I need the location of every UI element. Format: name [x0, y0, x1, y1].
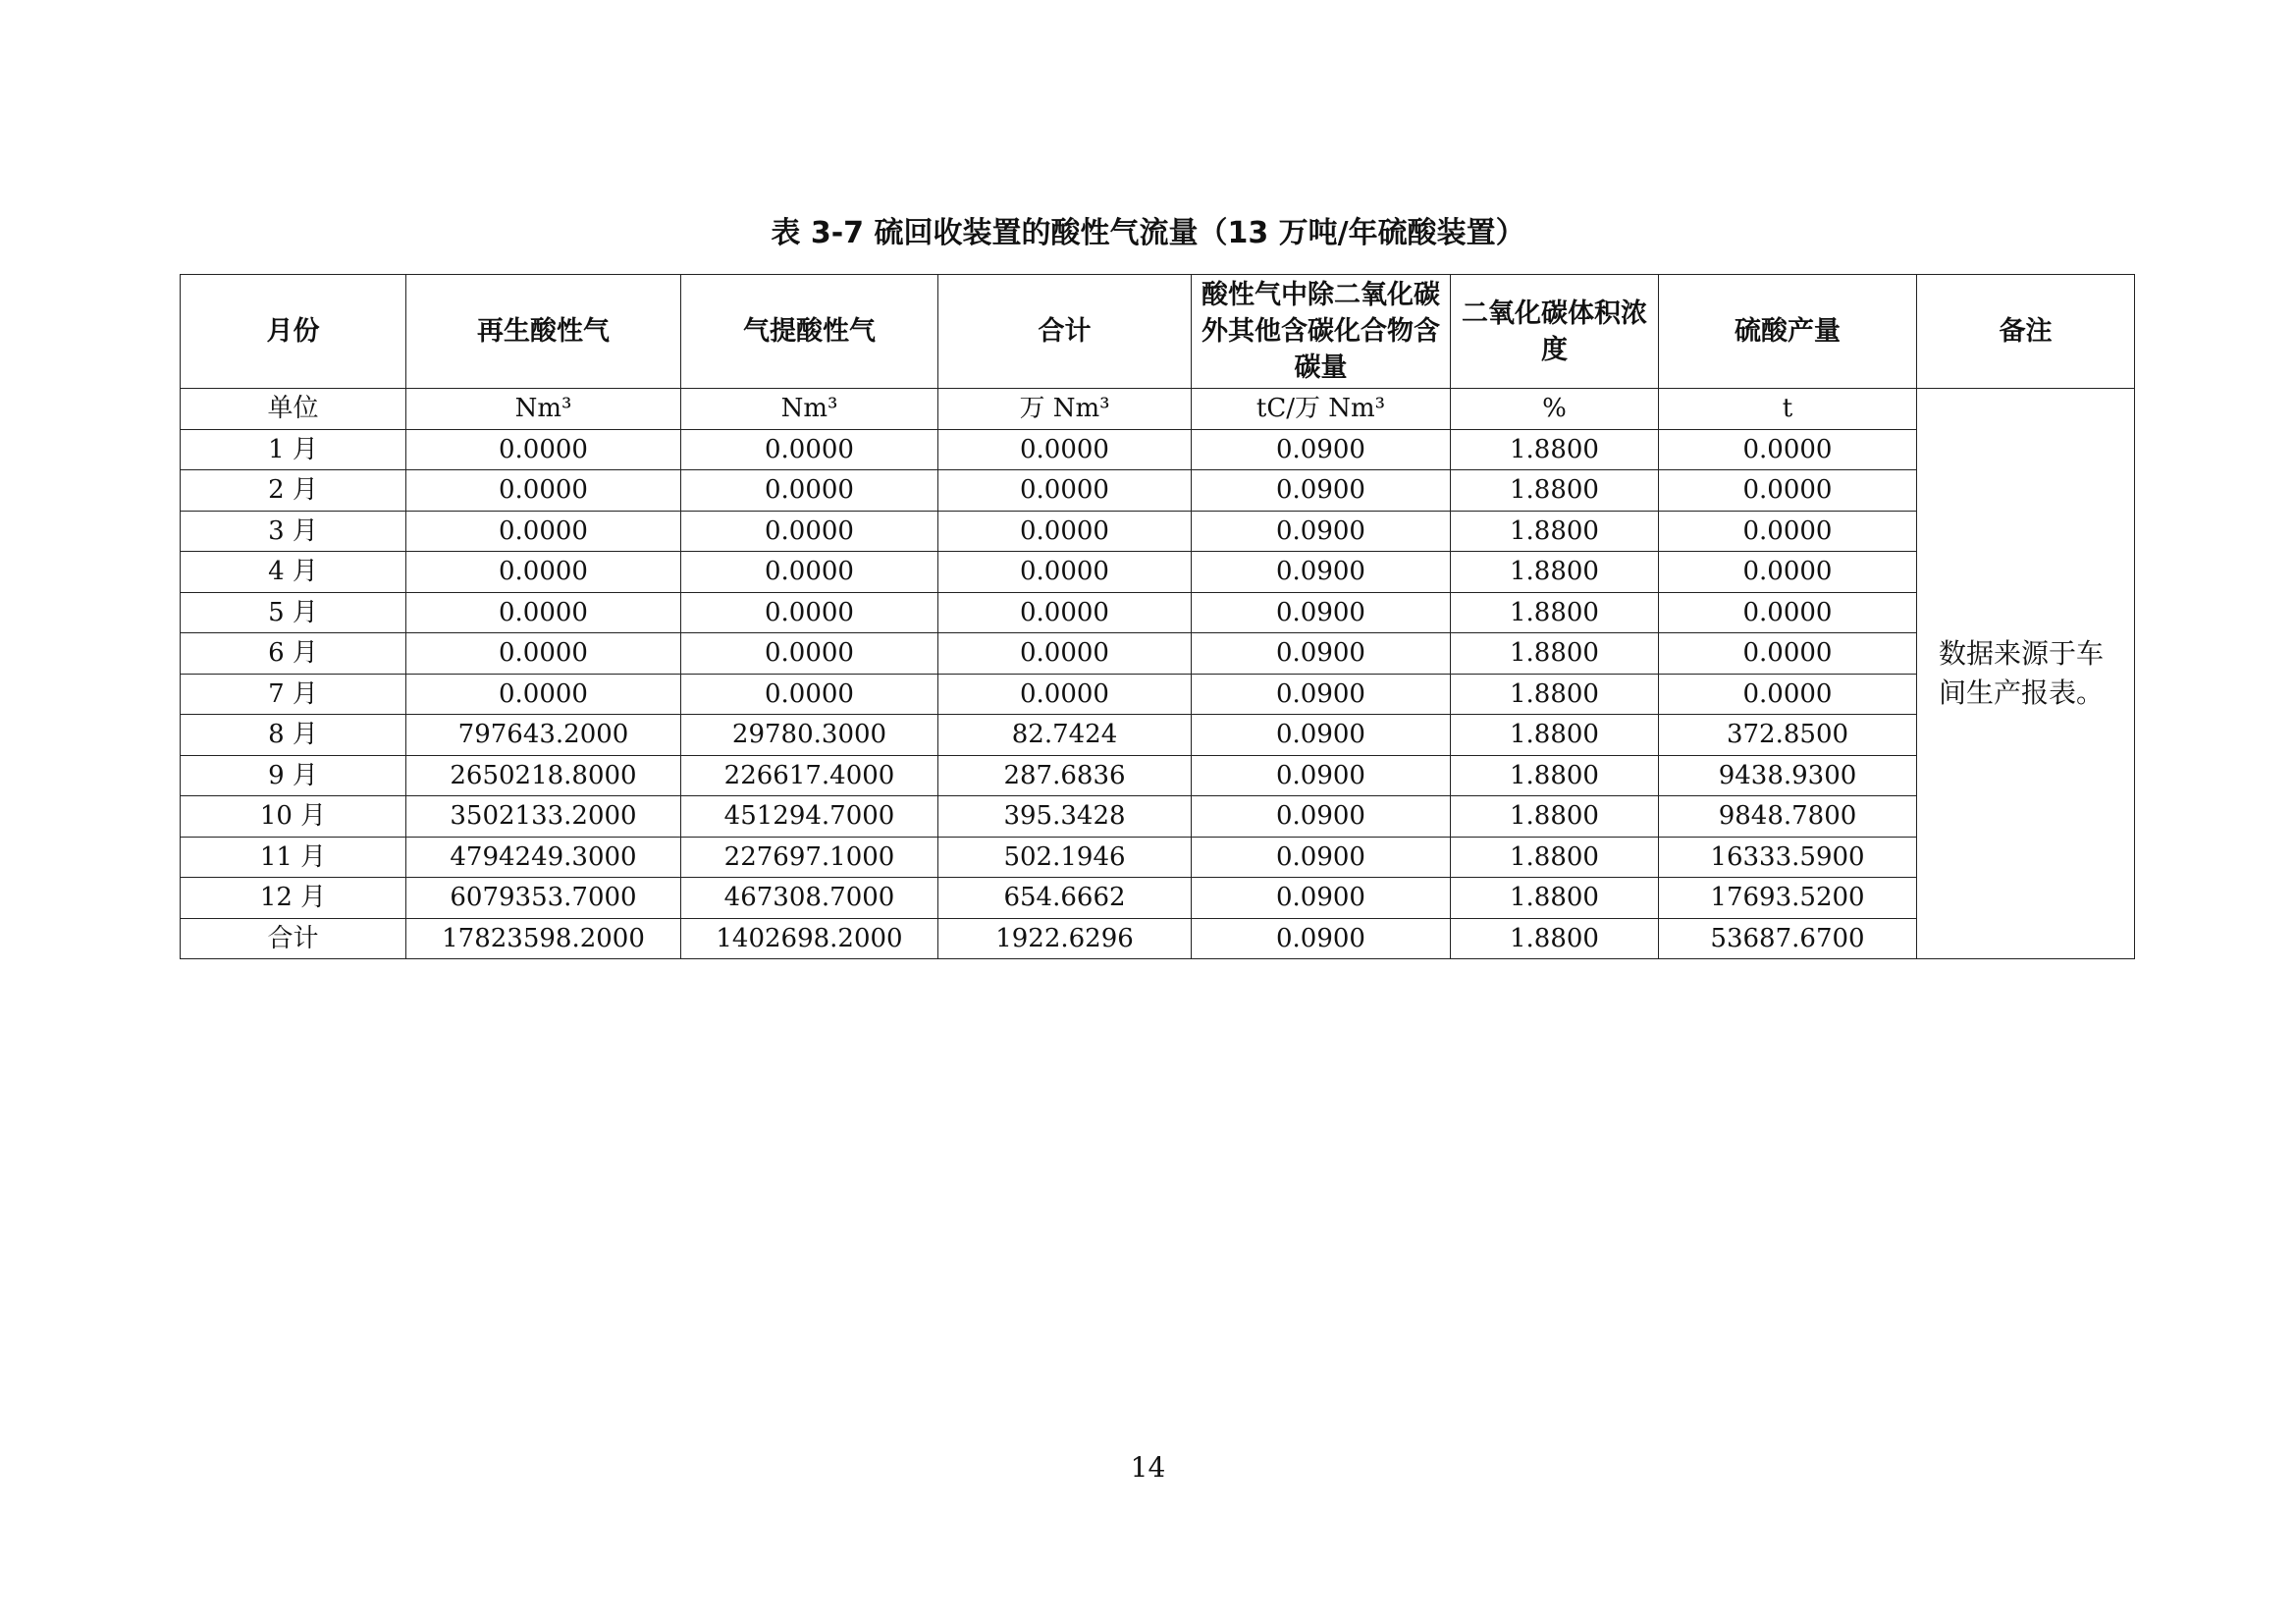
total-value: 0.0000 [938, 552, 1192, 593]
table-row [181, 511, 2135, 552]
unit-cell: 万 Nm³ [938, 389, 1192, 430]
regen-acid-gas-value: 4794249.3000 [406, 837, 681, 878]
unit-cell: tC/万 Nm³ [1192, 389, 1451, 430]
total-value: 0.0000 [938, 511, 1192, 552]
sulfuric-acid-output-value: 372.8500 [1659, 715, 1917, 756]
total-value: 502.1946 [938, 837, 1192, 878]
co2-concentration-value: 1.8800 [1451, 715, 1659, 756]
total-value: 1922.6296 [938, 918, 1192, 959]
table-row [181, 674, 2135, 715]
header-remarks: 备注 [1917, 275, 2135, 389]
co2-concentration-value: 1.8800 [1451, 918, 1659, 959]
stripped-acid-gas-value: 0.0000 [681, 511, 938, 552]
header-regen-acid-gas: 再生酸性气 [406, 275, 681, 389]
carbon-content-value: 0.0900 [1192, 715, 1451, 756]
carbon-content-value: 0.0900 [1192, 592, 1451, 633]
regen-acid-gas-value: 0.0000 [406, 633, 681, 675]
co2-concentration-value: 1.8800 [1451, 552, 1659, 593]
carbon-content-value: 0.0900 [1192, 755, 1451, 796]
unit-label: 单位 [181, 389, 406, 430]
row-month: 9 月 [181, 755, 406, 796]
carbon-content-value: 0.0900 [1192, 429, 1451, 470]
row-month: 6 月 [181, 633, 406, 675]
carbon-content-value: 0.0900 [1192, 633, 1451, 675]
unit-cell: Nm³ [681, 389, 938, 430]
row-month: 7 月 [181, 674, 406, 715]
total-value: 82.7424 [938, 715, 1192, 756]
unit-cell: t [1659, 389, 1917, 430]
sulfuric-acid-output-value: 17693.5200 [1659, 878, 1917, 919]
co2-concentration-value: 1.8800 [1451, 429, 1659, 470]
stripped-acid-gas-value: 1402698.2000 [681, 918, 938, 959]
carbon-content-value: 0.0900 [1192, 511, 1451, 552]
row-month: 12 月 [181, 878, 406, 919]
row-month: 10 月 [181, 796, 406, 838]
table-row [181, 878, 2135, 919]
stripped-acid-gas-value: 29780.3000 [681, 715, 938, 756]
total-value: 0.0000 [938, 470, 1192, 512]
row-month: 3 月 [181, 511, 406, 552]
total-value: 0.0000 [938, 429, 1192, 470]
header-co2-concentration: 二氧化碳体积浓度 [1451, 275, 1659, 389]
regen-acid-gas-value: 2650218.8000 [406, 755, 681, 796]
header-carbon-content: 酸性气中除二氧化碳外其他含碳化合物含碳量 [1192, 275, 1451, 389]
stripped-acid-gas-value: 0.0000 [681, 429, 938, 470]
table-row [181, 633, 2135, 675]
sulfuric-acid-output-value: 0.0000 [1659, 429, 1917, 470]
regen-acid-gas-value: 0.0000 [406, 552, 681, 593]
table-row [181, 592, 2135, 633]
row-month: 8 月 [181, 715, 406, 756]
remarks-text: 数据来源于车间生产报表。 [1939, 637, 2105, 709]
co2-concentration-value: 1.8800 [1451, 511, 1659, 552]
unit-cell: % [1451, 389, 1659, 430]
table-row [181, 918, 2135, 959]
regen-acid-gas-value: 0.0000 [406, 470, 681, 512]
sulfuric-acid-output-value: 0.0000 [1659, 470, 1917, 512]
co2-concentration-value: 1.8800 [1451, 796, 1659, 838]
regen-acid-gas-value: 0.0000 [406, 511, 681, 552]
table-row [181, 796, 2135, 838]
stripped-acid-gas-value: 0.0000 [681, 633, 938, 675]
stripped-acid-gas-value: 227697.1000 [681, 837, 938, 878]
header-row [181, 275, 2135, 389]
co2-concentration-value: 1.8800 [1451, 633, 1659, 675]
stripped-acid-gas-value: 0.0000 [681, 674, 938, 715]
sulfuric-acid-output-value: 0.0000 [1659, 674, 1917, 715]
row-month: 1 月 [181, 429, 406, 470]
sulfuric-acid-output-value: 16333.5900 [1659, 837, 1917, 878]
unit-cell: Nm³ [406, 389, 681, 430]
stripped-acid-gas-value: 467308.7000 [681, 878, 938, 919]
regen-acid-gas-value: 17823598.2000 [406, 918, 681, 959]
total-value: 0.0000 [938, 674, 1192, 715]
table-row [181, 429, 2135, 470]
carbon-content-value: 0.0900 [1192, 796, 1451, 838]
co2-concentration-value: 1.8800 [1451, 837, 1659, 878]
row-month: 合计 [181, 918, 406, 959]
table-row [181, 837, 2135, 878]
row-month: 2 月 [181, 470, 406, 512]
regen-acid-gas-value: 0.0000 [406, 592, 681, 633]
header-total: 合计 [938, 275, 1192, 389]
regen-acid-gas-value: 6079353.7000 [406, 878, 681, 919]
total-value: 0.0000 [938, 633, 1192, 675]
total-value: 654.6662 [938, 878, 1192, 919]
co2-concentration-value: 1.8800 [1451, 878, 1659, 919]
acid-gas-flow-table [180, 274, 2135, 959]
sulfuric-acid-output-value: 9848.7800 [1659, 796, 1917, 838]
carbon-content-value: 0.0900 [1192, 470, 1451, 512]
row-month: 4 月 [181, 552, 406, 593]
regen-acid-gas-value: 0.0000 [406, 674, 681, 715]
total-value: 395.3428 [938, 796, 1192, 838]
sulfuric-acid-output-value: 0.0000 [1659, 633, 1917, 675]
sulfuric-acid-output-value: 0.0000 [1659, 592, 1917, 633]
regen-acid-gas-value: 797643.2000 [406, 715, 681, 756]
co2-concentration-value: 1.8800 [1451, 755, 1659, 796]
unit-row [181, 389, 2135, 430]
co2-concentration-value: 1.8800 [1451, 592, 1659, 633]
sulfuric-acid-output-value: 9438.9300 [1659, 755, 1917, 796]
page-number: 14 [1130, 1451, 1166, 1484]
row-month: 5 月 [181, 592, 406, 633]
co2-concentration-value: 1.8800 [1451, 470, 1659, 512]
stripped-acid-gas-value: 0.0000 [681, 552, 938, 593]
table-row [181, 552, 2135, 593]
co2-concentration-value: 1.8800 [1451, 674, 1659, 715]
carbon-content-value: 0.0900 [1192, 918, 1451, 959]
carbon-content-value: 0.0900 [1192, 837, 1451, 878]
table-row [181, 470, 2135, 512]
header-month: 月份 [181, 275, 406, 389]
header-sulfuric-acid-output: 硫酸产量 [1659, 275, 1917, 389]
carbon-content-value: 0.0900 [1192, 878, 1451, 919]
stripped-acid-gas-value: 0.0000 [681, 470, 938, 512]
sulfuric-acid-output-value: 0.0000 [1659, 552, 1917, 593]
sulfuric-acid-output-value: 0.0000 [1659, 511, 1917, 552]
table-row [181, 715, 2135, 756]
sulfuric-acid-output-value: 53687.6700 [1659, 918, 1917, 959]
stripped-acid-gas-value: 451294.7000 [681, 796, 938, 838]
stripped-acid-gas-value: 226617.4000 [681, 755, 938, 796]
remarks-cell [1917, 389, 2135, 959]
table-row [181, 755, 2135, 796]
header-stripped-acid-gas: 气提酸性气 [681, 275, 938, 389]
row-month: 11 月 [181, 837, 406, 878]
total-value: 0.0000 [938, 592, 1192, 633]
carbon-content-value: 0.0900 [1192, 674, 1451, 715]
regen-acid-gas-value: 0.0000 [406, 429, 681, 470]
table-caption: 表 3-7 硫回收装置的酸性气流量（13 万吨/年硫酸装置） [771, 216, 1525, 250]
stripped-acid-gas-value: 0.0000 [681, 592, 938, 633]
regen-acid-gas-value: 3502133.2000 [406, 796, 681, 838]
total-value: 287.6836 [938, 755, 1192, 796]
carbon-content-value: 0.0900 [1192, 552, 1451, 593]
